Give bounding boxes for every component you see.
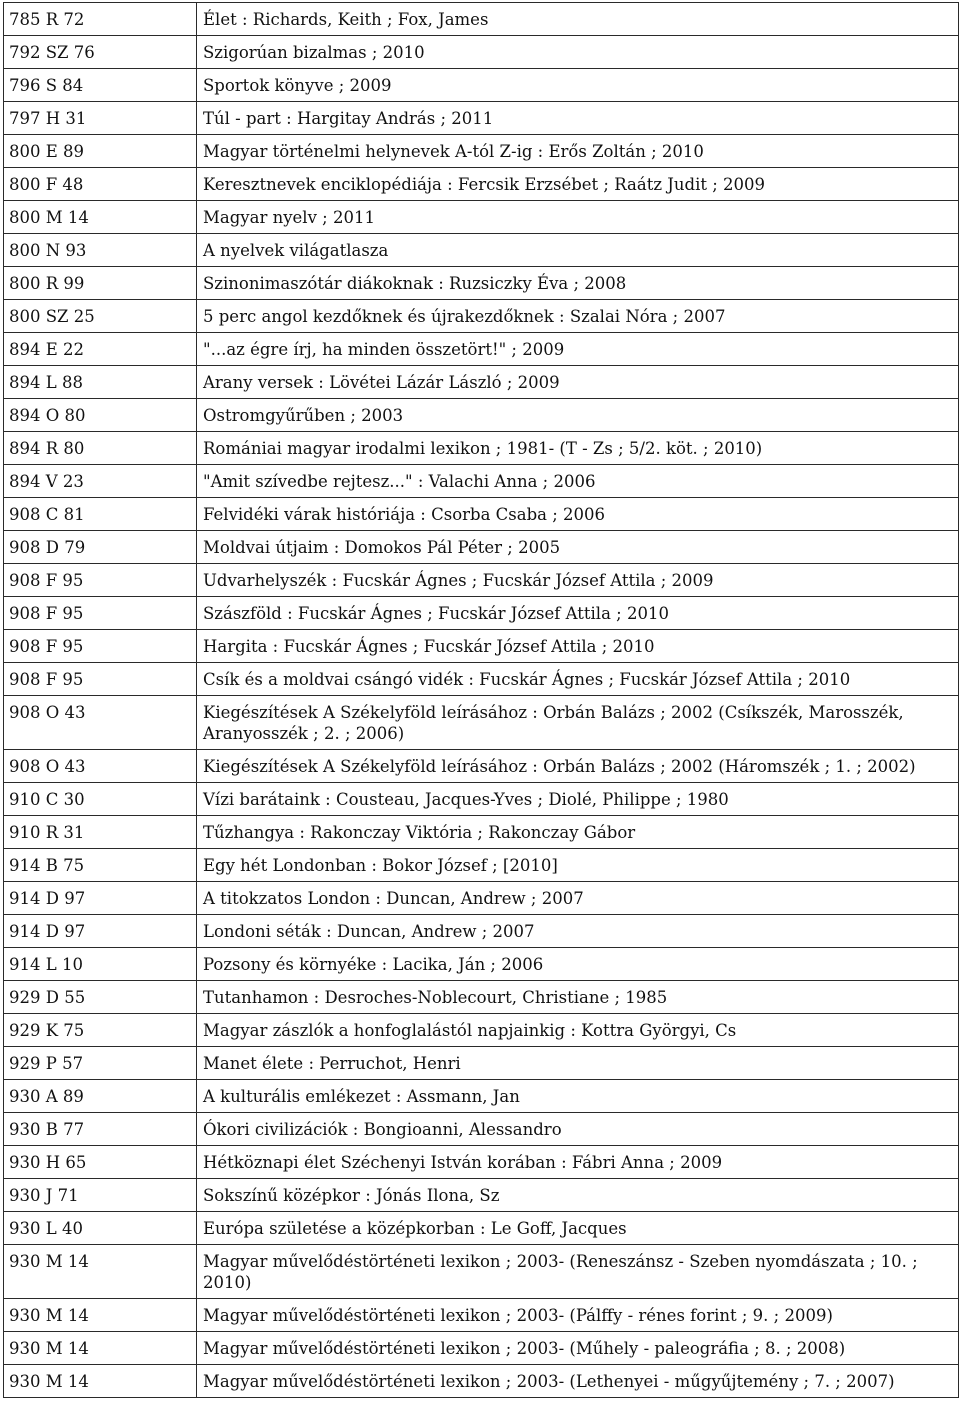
- table-row: [4, 201, 959, 234]
- title-cell: A nyelvek világatlasza: [197, 234, 959, 267]
- call-number-cell: 894 L 88: [4, 366, 197, 399]
- table-row: [4, 300, 959, 333]
- title-cell: Élet : Richards, Keith ; Fox, James: [197, 3, 959, 36]
- title-cell: Magyar művelődéstörténeti lexikon ; 2003- (Műhely - paleográfia ; 8. ; 2008): [197, 1332, 959, 1365]
- title-cell: Hétköznapi élet Széchenyi István korában : Fábri Anna ; 2009: [197, 1146, 959, 1179]
- table-row: [4, 1332, 959, 1365]
- call-number-cell: 908 F 95: [4, 663, 197, 696]
- table-row: [4, 234, 959, 267]
- call-number-cell: 800 R 99: [4, 267, 197, 300]
- table-row: [4, 1365, 959, 1398]
- title-cell: Sportok könyve ; 2009: [197, 69, 959, 102]
- call-number-cell: 929 P 57: [4, 1047, 197, 1080]
- call-number-cell: 929 K 75: [4, 1014, 197, 1047]
- table-row: [4, 1047, 959, 1080]
- table-row: [4, 1179, 959, 1212]
- call-number-cell: 800 M 14: [4, 201, 197, 234]
- table-row: [4, 3, 959, 36]
- title-cell: Csík és a moldvai csángó vidék : Fucskár Ágnes ; Fucskár József Attila ; 2010: [197, 663, 959, 696]
- catalog-table: [3, 2, 959, 1398]
- title-cell: Kiegészítések A Székelyföld leírásához : Orbán Balázs ; 2002 (Háromszék ; 1. ; 2002): [197, 750, 959, 783]
- title-cell: Arany versek : Lövétei Lázár László ; 2009: [197, 366, 959, 399]
- title-cell: Manet élete : Perruchot, Henri: [197, 1047, 959, 1080]
- call-number-cell: 914 B 75: [4, 849, 197, 882]
- table-row: [4, 531, 959, 564]
- title-cell: Romániai magyar irodalmi lexikon ; 1981- (T - Zs ; 5/2. köt. ; 2010): [197, 432, 959, 465]
- table-row: [4, 465, 959, 498]
- title-cell: Magyar zászlók a honfoglalástól napjainkig : Kottra Györgyi, Cs: [197, 1014, 959, 1047]
- title-cell: Hargita : Fucskár Ágnes ; Fucskár József Attila ; 2010: [197, 630, 959, 663]
- title-cell: "Amit szívedbe rejtesz..." : Valachi Anna ; 2006: [197, 465, 959, 498]
- table-row: [4, 432, 959, 465]
- call-number-cell: 930 M 14: [4, 1332, 197, 1365]
- title-cell: Ostromgyűrűben ; 2003: [197, 399, 959, 432]
- call-number-cell: 894 O 80: [4, 399, 197, 432]
- table-row: [4, 750, 959, 783]
- table-row: [4, 816, 959, 849]
- call-number-cell: 910 C 30: [4, 783, 197, 816]
- call-number-cell: 800 N 93: [4, 234, 197, 267]
- call-number-cell: 929 D 55: [4, 981, 197, 1014]
- call-number-cell: 908 F 95: [4, 630, 197, 663]
- table-row: [4, 366, 959, 399]
- call-number-cell: 914 L 10: [4, 948, 197, 981]
- title-cell: Magyar történelmi helynevek A-tól Z-ig : Erős Zoltán ; 2010: [197, 135, 959, 168]
- title-cell: "...az égre írj, ha minden összetört!" ; 2009: [197, 333, 959, 366]
- title-cell: Sokszínű középkor : Jónás Ilona, Sz: [197, 1179, 959, 1212]
- call-number-cell: 908 D 79: [4, 531, 197, 564]
- table-row: [4, 1245, 959, 1299]
- call-number-cell: 894 V 23: [4, 465, 197, 498]
- title-cell: A kulturális emlékezet : Assmann, Jan: [197, 1080, 959, 1113]
- title-cell: Túl - part : Hargitay András ; 2011: [197, 102, 959, 135]
- title-cell: Egy hét Londonban : Bokor József ; [2010]: [197, 849, 959, 882]
- call-number-cell: 930 L 40: [4, 1212, 197, 1245]
- table-row: [4, 1299, 959, 1332]
- call-number-cell: 800 E 89: [4, 135, 197, 168]
- call-number-cell: 910 R 31: [4, 816, 197, 849]
- table-row: [4, 1080, 959, 1113]
- call-number-cell: 930 M 14: [4, 1245, 197, 1299]
- table-row: [4, 36, 959, 69]
- table-row: [4, 1146, 959, 1179]
- title-cell: Szigorúan bizalmas ; 2010: [197, 36, 959, 69]
- call-number-cell: 930 M 14: [4, 1365, 197, 1398]
- title-cell: Tutanhamon : Desroches-Noblecourt, Christiane ; 1985: [197, 981, 959, 1014]
- call-number-cell: 908 F 95: [4, 597, 197, 630]
- call-number-cell: 930 A 89: [4, 1080, 197, 1113]
- table-row: [4, 783, 959, 816]
- table-row: [4, 333, 959, 366]
- table-row: [4, 915, 959, 948]
- catalog-body: [4, 3, 959, 1398]
- title-cell: Szászföld : Fucskár Ágnes ; Fucskár József Attila ; 2010: [197, 597, 959, 630]
- title-cell: Magyar nyelv ; 2011: [197, 201, 959, 234]
- table-row: [4, 1113, 959, 1146]
- call-number-cell: 908 O 43: [4, 750, 197, 783]
- call-number-cell: 930 M 14: [4, 1299, 197, 1332]
- call-number-cell: 797 H 31: [4, 102, 197, 135]
- call-number-cell: 930 J 71: [4, 1179, 197, 1212]
- title-cell: Keresztnevek enciklopédiája : Fercsik Erzsébet ; Raátz Judit ; 2009: [197, 168, 959, 201]
- title-cell: Magyar művelődéstörténeti lexikon ; 2003- (Reneszánsz - Szeben nyomdászata ; 10. ; 2010): [197, 1245, 959, 1299]
- table-row: [4, 168, 959, 201]
- call-number-cell: 894 R 80: [4, 432, 197, 465]
- title-cell: Kiegészítések A Székelyföld leírásához : Orbán Balázs ; 2002 (Csíkszék, Marosszék, Aranyosszék ; 2. ; 2006): [197, 696, 959, 750]
- call-number-cell: 908 O 43: [4, 696, 197, 750]
- table-row: [4, 882, 959, 915]
- title-cell: 5 perc angol kezdőknek és újrakezdőknek : Szalai Nóra ; 2007: [197, 300, 959, 333]
- table-row: [4, 696, 959, 750]
- table-row: [4, 399, 959, 432]
- title-cell: Szinonimaszótár diákoknak : Ruzsiczky Éva ; 2008: [197, 267, 959, 300]
- table-row: [4, 849, 959, 882]
- table-row: [4, 102, 959, 135]
- table-row: [4, 498, 959, 531]
- call-number-cell: 796 S 84: [4, 69, 197, 102]
- call-number-cell: 908 C 81: [4, 498, 197, 531]
- call-number-cell: 930 H 65: [4, 1146, 197, 1179]
- title-cell: Magyar művelődéstörténeti lexikon ; 2003- (Pálffy - rénes forint ; 9. ; 2009): [197, 1299, 959, 1332]
- title-cell: Londoni séták : Duncan, Andrew ; 2007: [197, 915, 959, 948]
- table-row: [4, 597, 959, 630]
- table-row: [4, 663, 959, 696]
- call-number-cell: 894 E 22: [4, 333, 197, 366]
- call-number-cell: 908 F 95: [4, 564, 197, 597]
- table-row: [4, 267, 959, 300]
- call-number-cell: 914 D 97: [4, 915, 197, 948]
- title-cell: Moldvai útjaim : Domokos Pál Péter ; 2005: [197, 531, 959, 564]
- table-row: [4, 135, 959, 168]
- title-cell: Pozsony és környéke : Lacika, Ján ; 2006: [197, 948, 959, 981]
- table-row: [4, 981, 959, 1014]
- call-number-cell: 914 D 97: [4, 882, 197, 915]
- call-number-cell: 792 SZ 76: [4, 36, 197, 69]
- title-cell: Tűzhangya : Rakonczay Viktória ; Rakonczay Gábor: [197, 816, 959, 849]
- title-cell: Udvarhelyszék : Fucskár Ágnes ; Fucskár József Attila ; 2009: [197, 564, 959, 597]
- title-cell: Felvidéki várak históriája : Csorba Csaba ; 2006: [197, 498, 959, 531]
- title-cell: Ókori civilizációk : Bongioanni, Alessandro: [197, 1113, 959, 1146]
- table-row: [4, 948, 959, 981]
- title-cell: A titokzatos London : Duncan, Andrew ; 2007: [197, 882, 959, 915]
- title-cell: Magyar művelődéstörténeti lexikon ; 2003- (Lethenyei - műgyűjtemény ; 7. ; 2007): [197, 1365, 959, 1398]
- call-number-cell: 930 B 77: [4, 1113, 197, 1146]
- call-number-cell: 800 SZ 25: [4, 300, 197, 333]
- title-cell: Európa születése a középkorban : Le Goff, Jacques: [197, 1212, 959, 1245]
- call-number-cell: 800 F 48: [4, 168, 197, 201]
- title-cell: Vízi barátaink : Cousteau, Jacques-Yves ; Diolé, Philippe ; 1980: [197, 783, 959, 816]
- table-row: [4, 69, 959, 102]
- table-row: [4, 1014, 959, 1047]
- call-number-cell: 785 R 72: [4, 3, 197, 36]
- table-row: [4, 1212, 959, 1245]
- table-row: [4, 564, 959, 597]
- table-row: [4, 630, 959, 663]
